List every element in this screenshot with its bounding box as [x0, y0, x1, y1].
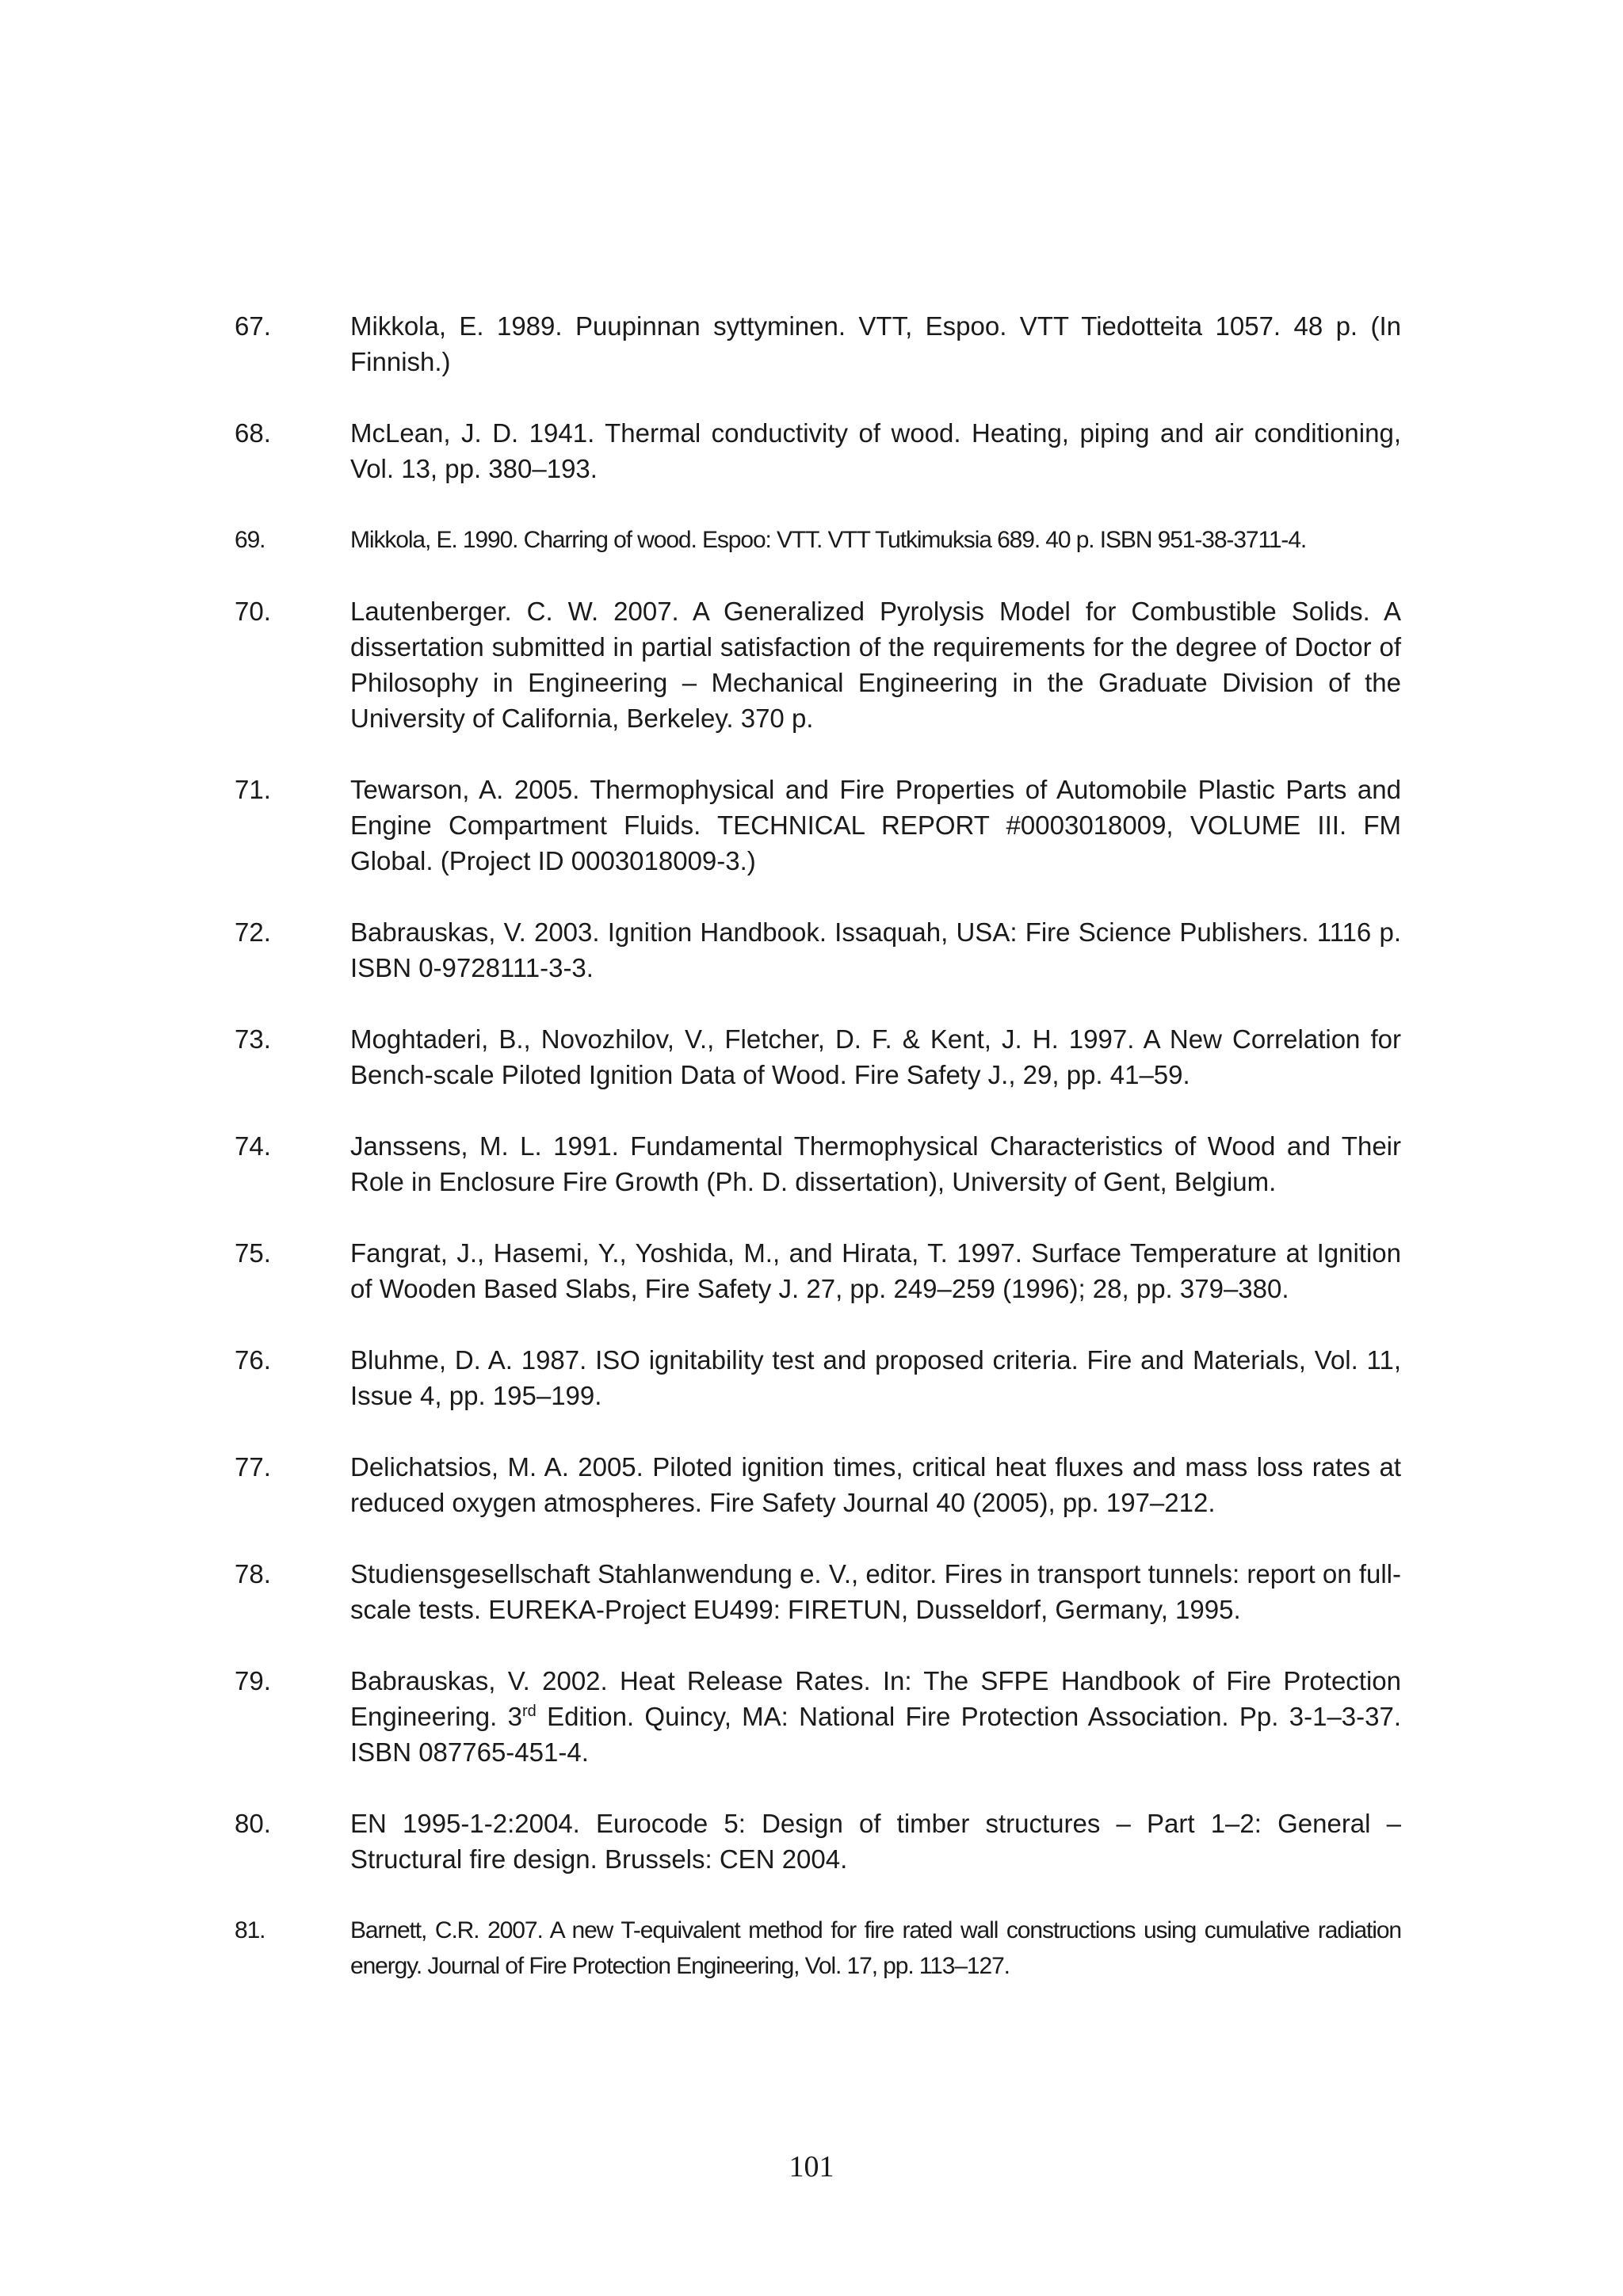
reference-number: 77. [235, 1452, 271, 1482]
reference-item-72 [235, 914, 1401, 986]
reference-text: Bluhme, D. A. 1987. ISO ignitability test and proposed criteria. Fire and Materials, Vol. 11, Issue 4, pp. 195–199. [350, 1345, 1401, 1410]
reference-text-part: Babrauskas, V. 2002. Heat Release Rates. In: The SFPE Handbook of Fire Protection Engineering. 3 [350, 1666, 1401, 1731]
reference-number: 70. [235, 597, 271, 626]
reference-text: Tewarson, A. 2005. Thermophysical and Fire Properties of Automobile Plastic Parts and Engine Compartment Fluids. TECHNICAL REPORT #0003018009, VOLUME III. FM Global. (Project ID 0003018009-3.) [350, 775, 1401, 875]
reference-text [350, 1666, 1401, 1767]
reference-item-77 [235, 1449, 1401, 1520]
reference-number: 81. [235, 1917, 265, 1943]
reference-number: 78. [235, 1559, 271, 1589]
reference-number: 72. [235, 917, 271, 947]
page-number: 101 [789, 2150, 834, 2183]
reference-item-67 [235, 308, 1401, 379]
reference-number: 79. [235, 1666, 271, 1695]
reference-text: Babrauskas, V. 2003. Ignition Handbook. Issaquah, USA: Fire Science Publishers. 1116 p. ISBN 0-9728111-3-3. [350, 917, 1401, 982]
reference-item-68 [235, 415, 1401, 486]
reference-number: 75. [235, 1238, 271, 1268]
reference-text: Studiensgesellschaft Stahlanwendung e. V., editor. Fires in transport tunnels: report on full-scale tests. EUREKA-Project EU499: FIRETUN, Dusseldorf, Germany, 1995. [350, 1559, 1401, 1624]
reference-item-73 [235, 1021, 1401, 1093]
reference-item-78 [235, 1556, 1401, 1627]
reference-text: Lautenberger. C. W. 2007. A Generalized Pyrolysis Model for Combustible Solids. A dissertation submitted in partial satisfaction of the requirements for the degree of Doctor of Philosophy in Engineering – Mechanical Engineering in the Graduate Division of the University of California, Berkeley. 370 p. [350, 597, 1401, 733]
reference-text: EN 1995-1-2:2004. Eurocode 5: Design of timber structures – Part 1–2: General – Structural fire design. Brussels: CEN 2004. [350, 1809, 1401, 1874]
reference-text-part: Edition. Quincy, MA: National Fire Protection Association. Pp. 3-1–3-37. ISBN 087765-451-4. [350, 1702, 1401, 1767]
reference-item-71 [235, 772, 1401, 879]
reference-text: Janssens, M. L. 1991. Fundamental Thermophysical Characteristics of Wood and Their Role in Enclosure Fire Growth (Ph. D. dissertation), University of Gent, Belgium. [350, 1131, 1401, 1196]
reference-number: 80. [235, 1809, 271, 1838]
reference-item-80 [235, 1806, 1401, 1877]
reference-item-79 [235, 1663, 1401, 1770]
reference-number: 67. [235, 311, 271, 341]
reference-text: Mikkola, E. 1990. Charring of wood. Espoo: VTT. VTT Tutkimuksia 689. 40 p. ISBN 951-38-3711-4. [350, 527, 1307, 553]
reference-item-70 [235, 593, 1401, 736]
reference-item-75 [235, 1235, 1401, 1306]
reference-item-69 [235, 522, 1401, 558]
reference-list [235, 308, 1401, 2019]
reference-number: 71. [235, 775, 271, 804]
reference-text: McLean, J. D. 1941. Thermal conductivity of wood. Heating, piping and air conditioning, Vol. 13, pp. 380–193. [350, 418, 1401, 483]
reference-text: Moghtaderi, B., Novozhilov, V., Fletcher, D. F. & Kent, J. H. 1997. A New Correlation for Bench-scale Piloted Ignition Data of Wood. Fire Safety J., 29, pp. 41–59. [350, 1024, 1401, 1089]
reference-number: 69. [235, 527, 265, 553]
reference-number: 74. [235, 1131, 271, 1161]
reference-text: Mikkola, E. 1989. Puupinnan syttyminen. VTT, Espoo. VTT Tiedotteita 1057. 48 p. (In Finnish.) [350, 311, 1401, 376]
reference-item-81 [235, 1913, 1401, 1984]
reference-number: 76. [235, 1345, 271, 1375]
reference-number: 68. [235, 418, 271, 448]
reference-text: Delichatsios, M. A. 2005. Piloted ignition times, critical heat fluxes and mass loss rates at reduced oxygen atmospheres. Fire Safety Journal 40 (2005), pp. 197–212. [350, 1452, 1401, 1517]
ordinal-superscript: rd [521, 1703, 537, 1720]
reference-text: Barnett, C.R. 2007. A new T-equivalent method for fire rated wall constructions using cumulative radiation energy. Journal of Fire Protection Engineering, Vol. 17, pp. 113–127. [350, 1917, 1401, 1979]
reference-item-74 [235, 1128, 1401, 1199]
reference-text: Fangrat, J., Hasemi, Y., Yoshida, M., and Hirata, T. 1997. Surface Temperature at Ignition of Wooden Based Slabs, Fire Safety J. 27, pp. 249–259 (1996); 28, pp. 379–380. [350, 1238, 1401, 1303]
reference-number: 73. [235, 1024, 271, 1054]
reference-item-76 [235, 1342, 1401, 1413]
